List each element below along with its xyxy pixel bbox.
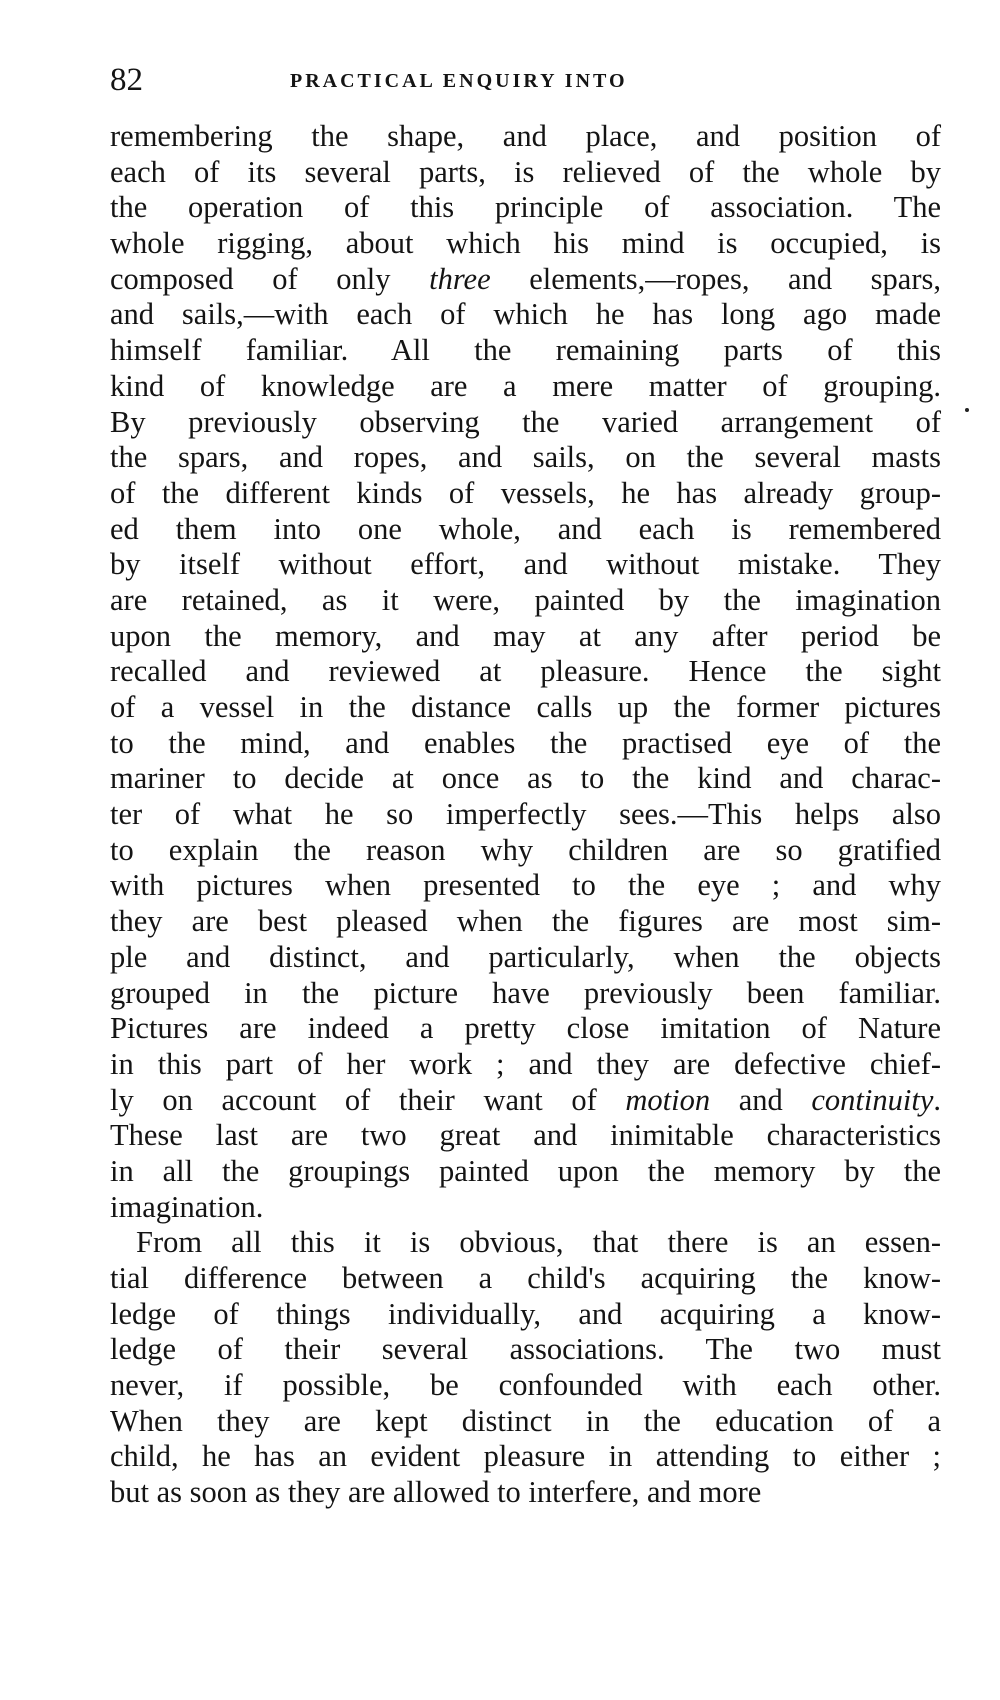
text-line: of a vessel in the distance calls up the former pictures xyxy=(110,690,941,724)
running-title: PRACTICAL ENQUIRY INTO xyxy=(290,70,628,92)
text-line: with pictures when presented to the eye ; and why xyxy=(110,868,941,903)
text-line: ly on account of their want of motion and continuity. xyxy=(110,1082,941,1117)
text-line: composed of only three elements,—ropes, and spars, xyxy=(110,261,941,296)
text-line: the operation of this principle of association. The xyxy=(110,190,941,225)
text-line: By previously observing the varied arrangement of xyxy=(110,404,941,439)
text-line: child, he has an evident pleasure in attending to either ; xyxy=(110,1439,941,1474)
page-number: 82 xyxy=(110,62,143,98)
text-line: When they are kept distinct in the education of a xyxy=(110,1403,941,1438)
running-head xyxy=(110,60,940,100)
text-line: grouped in the picture have previously been familiar. xyxy=(110,975,941,1010)
text-line: himself familiar. All the remaining parts of this xyxy=(110,333,941,368)
italic-emphasis: motion xyxy=(625,1082,711,1117)
text-line: Pictures are indeed a pretty close imitation of Nature xyxy=(110,1011,941,1046)
text-line: are retained, as it were, painted by the imagination xyxy=(110,582,941,617)
body-text xyxy=(110,119,941,1511)
italic-emphasis: continuity xyxy=(811,1082,934,1117)
text-line: whole rigging, about which his mind is occupied, is xyxy=(110,226,941,261)
paragraph-2 xyxy=(110,1225,941,1511)
text-line: in this part of her work ; and they are defective chief- xyxy=(110,1046,941,1081)
text-line: From all this it is obvious, that there is an essen- xyxy=(136,1225,941,1260)
text-line: of the different kinds of vessels, he has already group- xyxy=(110,475,941,510)
text-line: remembering the shape, and place, and position of xyxy=(110,119,941,153)
text-line: upon the memory, and may at any after period be xyxy=(110,618,941,653)
text-line: mariner to decide at once as to the kind and charac- xyxy=(110,761,941,796)
text-line: ledge of things individually, and acquiring a know- xyxy=(110,1296,941,1331)
text-line: kind of knowledge are a mere matter of grouping. xyxy=(110,368,941,403)
text-line: recalled and reviewed at pleasure. Hence the sight xyxy=(110,654,941,689)
text-line: in all the groupings painted upon the memory by the xyxy=(110,1153,941,1188)
text-line: they are best pleased when the figures are most sim- xyxy=(110,904,941,939)
text-line: never, if possible, be confounded with each other. xyxy=(110,1368,941,1403)
text-line: tial difference between a child's acquiring the know- xyxy=(110,1261,941,1295)
text-line: imagination. xyxy=(110,1189,264,1224)
paragraph-1 xyxy=(110,119,941,1225)
text-line: the spars, and ropes, and sails, on the several masts xyxy=(110,440,941,475)
text-line: These last are two great and inimitable characteristics xyxy=(110,1118,941,1153)
text-line: but as soon as they are allowed to interfere, and more xyxy=(110,1475,762,1510)
text-line: to the mind, and enables the practised eye of the xyxy=(110,725,941,760)
margin-speck xyxy=(965,408,969,412)
text-line: to explain the reason why children are so gratified xyxy=(110,832,941,867)
italic-emphasis: three xyxy=(429,261,491,296)
text-line: ledge of their several associations. The two must xyxy=(110,1332,941,1367)
text-line: each of its several parts, is relieved of the whole by xyxy=(110,154,941,189)
text-line: and sails,—with each of which he has long ago made xyxy=(110,297,941,332)
text-line: ed them into one whole, and each is remembered xyxy=(110,511,941,546)
text-line: ple and distinct, and particularly, when the objects xyxy=(110,939,941,974)
text-line: by itself without effort, and without mistake. They xyxy=(110,547,941,582)
text-line: ter of what he so imperfectly sees.—This helps also xyxy=(110,797,941,832)
